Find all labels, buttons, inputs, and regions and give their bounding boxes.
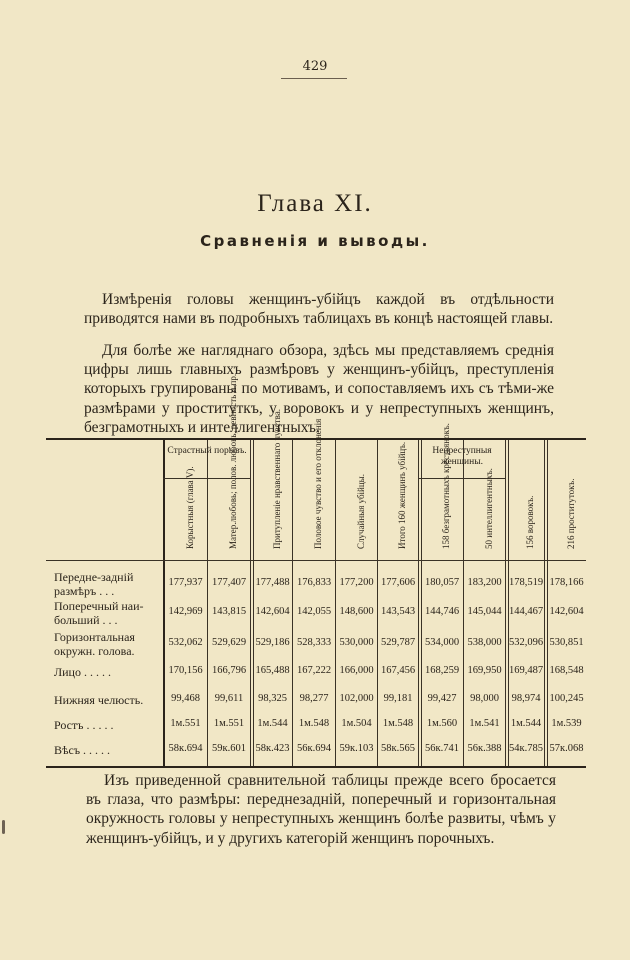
group-header-passion: Страстный порывъ. bbox=[167, 446, 247, 456]
row-label bbox=[54, 743, 166, 757]
table-cell: 1м.551 bbox=[213, 718, 245, 729]
table-cell: 56к.388 bbox=[467, 743, 502, 754]
table-cell: 177,407 bbox=[211, 577, 247, 588]
column-header bbox=[164, 465, 207, 560]
column-header-label: 156 воровокъ. bbox=[525, 495, 535, 549]
paragraph-conclusion: Изъ приведенной сравнительной таблицы прежде всего бросается въ глаза, что размѣры: переднезадній, поперечный и горизонтальная окружность головы у непреступныхъ женщинъ болѣе развиты, чѣмъ у женщинъ-убійцъ, и у другихъ категорій женщинъ порочныхъ. bbox=[86, 772, 556, 847]
column-header-label: 50 интеллигентныхъ. bbox=[483, 467, 494, 549]
table-cell: 1м.544 bbox=[257, 718, 288, 729]
column-header bbox=[464, 467, 505, 560]
column-header-label: Притупленіе нравственнаго чувства. bbox=[271, 408, 282, 549]
page-number: 429 bbox=[302, 59, 328, 74]
table-cell: 532,062 bbox=[168, 637, 203, 648]
table-cell: 142,969 bbox=[168, 606, 203, 617]
table-cell: 148,600 bbox=[339, 606, 374, 617]
table-cell: 99,611 bbox=[214, 693, 244, 704]
table-cell: 166,796 bbox=[211, 665, 247, 676]
table-cell: 529,186 bbox=[255, 637, 290, 648]
table-cell: 59к.103 bbox=[339, 743, 374, 754]
table-cell: 167,456 bbox=[380, 665, 416, 676]
table-cell: 144,746 bbox=[424, 606, 460, 617]
table-cell: 169,950 bbox=[467, 665, 502, 676]
row-label-line: окружн. голова. bbox=[54, 644, 135, 658]
table-cell: 178,166 bbox=[549, 577, 584, 588]
column-header bbox=[508, 444, 544, 560]
table-cell: 54к.785 bbox=[509, 743, 543, 754]
table-cell: 58к.694 bbox=[168, 743, 203, 754]
row-label bbox=[54, 665, 166, 679]
table-cell: 143,543 bbox=[380, 606, 416, 617]
row-label bbox=[54, 570, 166, 598]
table-cell: 57к.068 bbox=[549, 743, 584, 754]
table-cell: 176,833 bbox=[296, 577, 332, 588]
row-label-line: Поперечный наи- bbox=[54, 599, 144, 613]
table-cell: 56к.694 bbox=[297, 743, 331, 754]
table-cell: 170,156 bbox=[168, 665, 203, 676]
table-cell: 529,629 bbox=[211, 637, 247, 648]
table-cell: 166,000 bbox=[339, 665, 374, 676]
table-cell: 58к.423 bbox=[255, 743, 290, 754]
row-label-line: Ростъ . . . . . bbox=[54, 718, 114, 732]
table-cell: 168,259 bbox=[424, 665, 460, 676]
column-header-label: Корыстныя (глава V). bbox=[184, 465, 195, 549]
table-cell: 1м.551 bbox=[170, 718, 201, 729]
row-label bbox=[54, 718, 166, 732]
row-label-line: больший . . . bbox=[54, 613, 118, 627]
table-cell: 165,488 bbox=[255, 665, 290, 676]
column-header-label: Половое чувство и его отклоненія bbox=[313, 418, 323, 549]
paragraph-overview: Для болѣе же нагляднаго обзора, здѣсь мы представляемъ среднія цифры лишь главныхъ размѣровъ у женщинъ-убійцъ, преступленія которыхъ групированы по мотивамъ, и сопоставляемъ ихъ съ тѣми-же размѣрами у проституткъ, у воровокъ и у непреступныхъ женщинъ, безграмотныхъ и интеллигентныхъ. bbox=[84, 342, 554, 436]
table-cell: 177,200 bbox=[339, 577, 374, 588]
row-label-line: Нижняя челюсть. bbox=[54, 693, 144, 707]
table-cell: 177,488 bbox=[255, 577, 290, 588]
table-cell: 58к.565 bbox=[381, 743, 415, 754]
table-cell: 59к.601 bbox=[212, 743, 246, 754]
table-cell: 98,277 bbox=[299, 693, 329, 704]
table-cell: 143,815 bbox=[211, 606, 247, 617]
header-rule bbox=[46, 560, 586, 561]
row-label-line: Лицо . . . . . bbox=[54, 665, 111, 679]
table-cell: 177,937 bbox=[168, 577, 203, 588]
table-cell: 183,200 bbox=[467, 577, 502, 588]
column-header-label: Итого 160 женщинъ убійцъ. bbox=[397, 441, 407, 549]
table-cell: 529,787 bbox=[380, 637, 416, 648]
paragraph-intro: Измѣренія головы женщинъ-убійцъ каждой въ отдѣльности приводятся нами въ подробныхъ таблицахъ въ концѣ настоящей главы. bbox=[84, 291, 554, 328]
table-cell: 1м.548 bbox=[382, 718, 414, 729]
table-cell: 98,325 bbox=[258, 693, 287, 704]
table-cell: 56к.741 bbox=[425, 743, 459, 754]
column-header-label: 216 проститутокъ. bbox=[565, 478, 576, 549]
column-header-label: Матер.любовь; полов. любовь, ревность и пр. bbox=[228, 373, 238, 549]
table-cell: 144,467 bbox=[508, 606, 544, 617]
table-cell: 1м.560 bbox=[426, 718, 458, 729]
table-cell: 177,606 bbox=[380, 577, 416, 588]
table-cell: 168,548 bbox=[549, 665, 584, 676]
column-header-label: 158 безграмотныхъ крестьянокъ. bbox=[441, 422, 451, 549]
table-cell: 99,468 bbox=[171, 693, 200, 704]
chapter-title: Глава XI. bbox=[257, 190, 373, 217]
row-label-line: Вѣсъ . . . . . bbox=[54, 743, 111, 757]
table-cell: 178,519 bbox=[508, 577, 544, 588]
table-cell: 180,057 bbox=[424, 577, 460, 588]
table-cell: 98,000 bbox=[470, 693, 499, 704]
table-cell: 99,427 bbox=[427, 693, 457, 704]
table-cell: 1м.504 bbox=[341, 718, 372, 729]
table-cell: 532,096 bbox=[508, 637, 544, 648]
table-cell: 534,000 bbox=[424, 637, 460, 648]
table-cell: 98,974 bbox=[511, 693, 541, 704]
row-label-line: размѣръ . . . bbox=[54, 584, 115, 598]
chapter-subtitle: Сравненія и выводы. bbox=[200, 232, 430, 250]
margin-mark bbox=[2, 820, 5, 834]
row-label-line: Передне-задній bbox=[54, 570, 134, 584]
table-cell: 145,044 bbox=[467, 606, 502, 617]
column-header bbox=[547, 444, 586, 560]
table-cell: 1м.539 bbox=[551, 718, 582, 729]
column-header bbox=[208, 373, 250, 560]
table-cell: 169,487 bbox=[508, 665, 544, 676]
table-cell: 1м.541 bbox=[469, 718, 500, 729]
column-header bbox=[378, 441, 418, 560]
column-header bbox=[293, 418, 335, 560]
column-header-label: Случайныя убійцы. bbox=[355, 473, 366, 549]
table-cell: 1м.544 bbox=[510, 718, 542, 729]
table-cell: 99,181 bbox=[383, 693, 413, 704]
table-cell: 530,851 bbox=[549, 637, 584, 648]
table-cell: 142,055 bbox=[296, 606, 332, 617]
table-cell: 102,000 bbox=[339, 693, 374, 704]
row-label-line: Горизонтальная bbox=[54, 630, 135, 644]
row-label bbox=[54, 599, 166, 627]
table-cell: 528,333 bbox=[296, 637, 332, 648]
table-cell: 142,604 bbox=[255, 606, 290, 617]
table-cell: 100,245 bbox=[549, 693, 584, 704]
page-number-rule bbox=[281, 78, 347, 79]
column-header bbox=[253, 408, 292, 560]
column-header bbox=[336, 444, 377, 560]
table-cell: 167,222 bbox=[296, 665, 332, 676]
group-header-noncriminal: Непреступныя женщины. bbox=[432, 446, 492, 467]
table-cell: 1м.548 bbox=[298, 718, 330, 729]
row-label bbox=[54, 630, 166, 658]
row-label bbox=[54, 693, 166, 707]
table-cell: 142,604 bbox=[549, 606, 584, 617]
table-cell: 538,000 bbox=[467, 637, 502, 648]
table-cell: 530,000 bbox=[339, 637, 374, 648]
